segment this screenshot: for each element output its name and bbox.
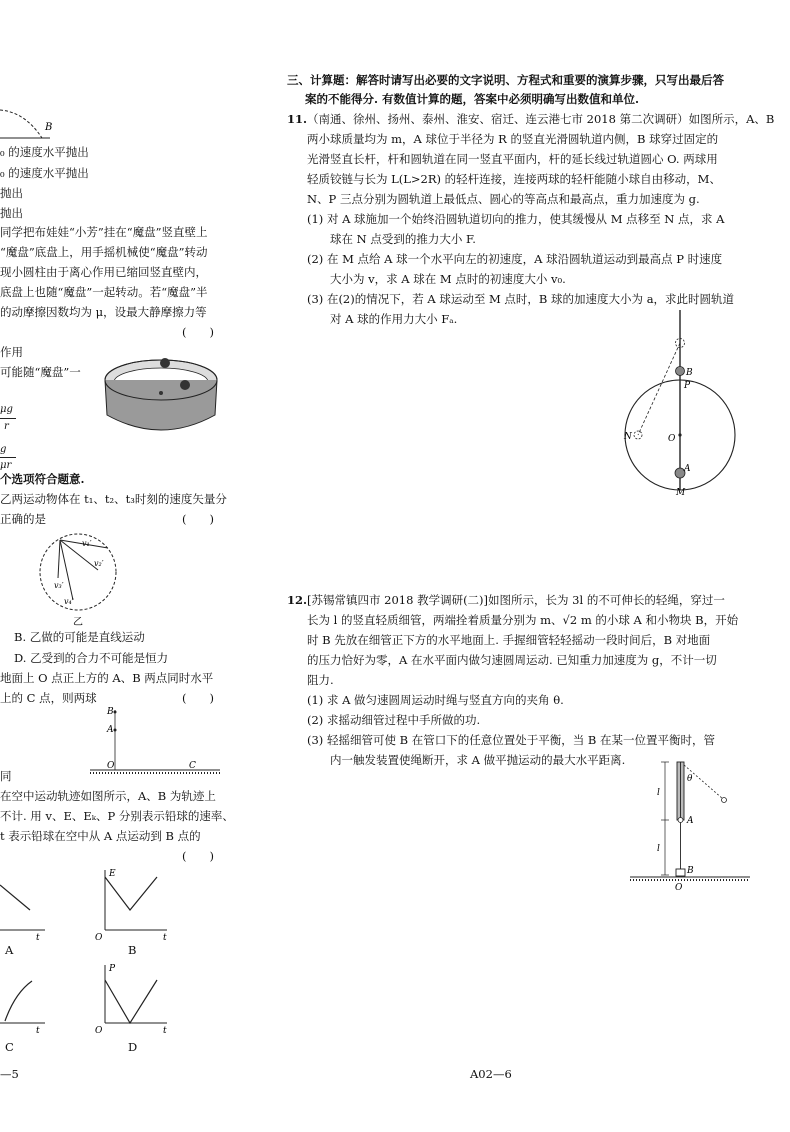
fraction-bottom: μr	[0, 460, 12, 471]
page-number-right: A02—6	[470, 1067, 512, 1081]
left-line: 作用	[0, 345, 23, 359]
q12-tube-figure	[625, 757, 755, 897]
svg-text:O: O	[668, 434, 676, 444]
left-line: “魔盘”底盘上，用手摇机械使“魔盘”转动	[0, 245, 208, 259]
q11-circle-figure	[620, 305, 760, 505]
points-figure	[85, 700, 225, 780]
svg-text:乙: 乙	[73, 617, 83, 628]
sub-question: 大小为 v，求 A 球在 M 点时的初速度大小 v₀.	[330, 272, 566, 286]
velocity-circle-figure	[38, 530, 128, 630]
option-d: D. 乙受到的合力不可能是恒力	[14, 651, 169, 665]
svg-text:B: B	[107, 707, 114, 717]
left-line: 的动摩擦因数均为 μ，设最大静摩擦力等	[0, 305, 207, 319]
projectile-arc-figure	[0, 100, 60, 140]
svg-text:O: O	[675, 883, 683, 893]
answer-bracket: ( )	[182, 691, 214, 705]
sub-question: 对 A 球的作用力大小 Fₐ.	[330, 312, 458, 326]
question-text: （南通、徐州、扬州、泰州、淮安、宿迁、连云港七市 2018 第二次调研）如图所示，A、B	[307, 112, 775, 126]
graph-label: A	[5, 943, 14, 957]
svg-text:B: B	[686, 368, 693, 378]
svg-text:t: t	[163, 933, 167, 943]
left-line: 个选项符合题意.	[0, 472, 85, 486]
left-line: 在空中运动轨迹如图所示，A、B 为轨迹上	[0, 789, 216, 803]
answer-bracket: ( )	[182, 325, 214, 339]
page-number-left: —5	[0, 1067, 19, 1081]
sub-question: 内一触发装置使绳断开，求 A 做平抛运动的最大水平距离.	[330, 753, 626, 767]
left-line: 同	[0, 769, 12, 783]
sub-question: (3) 在(2)的情况下，若 A 球运动至 M 点时，B 球的加速度大小为 a，求此时圆轨道	[307, 292, 735, 306]
svg-text:O: O	[107, 761, 115, 771]
graph-label: D	[128, 1040, 138, 1054]
question-text: 长为 l 的竖直轻质细管，两端拴着质量分别为 m、√2 m 的小球 A 和小物块 B，开始	[307, 613, 739, 627]
left-line: 现小圆柱由于离心作用已缩回竖直壁内，	[0, 265, 207, 279]
svg-text:l: l	[657, 844, 660, 854]
arc-label-b: B	[45, 122, 53, 133]
left-line: ₀ 的速度水平抛出	[0, 166, 89, 180]
fraction-bar	[0, 457, 16, 458]
left-line: 不计. 用 v、E、Eₖ、P 分别表示铅球的速率、	[0, 809, 234, 823]
svg-text:E: E	[109, 869, 116, 879]
graph-label: C	[5, 1040, 14, 1054]
fraction-bar	[0, 418, 16, 419]
answer-bracket: ( )	[182, 849, 214, 863]
svg-text:A: A	[687, 816, 694, 826]
svg-text:O: O	[95, 933, 103, 943]
question-text: 两小球质量均为 m，A 球位于半径为 R 的竖直光滑圆轨道内侧，B 球穿过固定的	[307, 132, 719, 146]
left-line: 正确的是	[0, 512, 46, 526]
svg-text:v₂′: v₂′	[94, 559, 104, 568]
sub-question: (1) 求 A 做匀速圆周运动时绳与竖直方向的夹角 θ.	[307, 693, 564, 707]
left-line: 抛出	[0, 206, 23, 220]
answer-bracket: ( )	[182, 512, 214, 526]
section-title: 三、计算题：解答时请写出必要的文字说明、方程式和重要的演算步骤，只写出最后答	[287, 73, 724, 87]
left-line: ₀ 的速度水平抛出	[0, 145, 89, 159]
question-text: N、P 三点分别为圆轨道上最低点、圆心的等高点和最高点，重力加速度为 g.	[307, 192, 700, 206]
svg-text:C: C	[189, 761, 196, 771]
left-line: t 表示铅球在空中从 A 点运动到 B 点的	[0, 829, 201, 843]
svg-text:l: l	[657, 788, 660, 798]
question-text: 时 B 先放在细管正下方的水平地面上. 手握细管轻轻摇动一段时间后，B 对地面	[307, 633, 711, 647]
left-line: 可能随“魔盘”一	[0, 365, 81, 379]
fraction-bottom: r	[4, 421, 9, 432]
magic-disc-figure	[103, 355, 223, 445]
graph-a	[0, 870, 50, 943]
sub-question: (2) 求摇动细管过程中手所做的功.	[307, 713, 481, 727]
graph-c	[0, 963, 50, 1036]
sub-question: (2) 在 M 点给 A 球一个水平向左的初速度，A 球沿圆轨道运动到最高点 P 时速度	[307, 252, 723, 266]
svg-text:P: P	[684, 381, 691, 391]
svg-text:t: t	[36, 933, 40, 943]
section-title: 案的不能得分. 有数值计算的题，答案中必须明确写出数值和单位.	[305, 92, 640, 106]
svg-text:v₄′: v₄′	[64, 597, 74, 606]
left-line: 乙两运动物体在 t₁、t₂、t₃时刻的速度矢量分	[0, 492, 227, 506]
svg-text:M: M	[676, 488, 686, 498]
svg-text:P: P	[109, 964, 116, 974]
left-line: 同学把布娃娃“小芳”挂在“魔盘”竖直壁上	[0, 225, 208, 239]
question-text: 阻力.	[307, 673, 334, 687]
fraction-top: μg	[0, 404, 13, 415]
svg-text:O: O	[95, 1026, 103, 1036]
fraction-top: g	[0, 444, 7, 455]
svg-text:A: A	[684, 464, 691, 474]
graph-b	[95, 865, 175, 943]
left-line: 底盘上也随“魔盘”一起转动。若“魔盘”半	[0, 285, 208, 299]
svg-text:θ: θ	[687, 774, 693, 784]
svg-text:v₁′: v₁′	[82, 539, 92, 548]
sub-question: (1) 对 A 球施加一个始终沿圆轨道切向的推力，使其缓慢从 M 点移至 N 点，求 A	[307, 212, 725, 226]
svg-text:A: A	[107, 725, 114, 735]
graph-d	[95, 960, 175, 1035]
left-line: 上的 C 点，则两球	[0, 691, 97, 705]
option-b: B. 乙做的可能是直线运动	[14, 630, 145, 644]
svg-text:t: t	[36, 1026, 40, 1036]
svg-text:v₃′: v₃′	[54, 581, 64, 590]
question-text: 轻质铰链与长为 L(L>2R) 的轻杆连接，连接两球的轻杆能随小球自由移动，M、	[307, 172, 721, 186]
question-text: [苏锡常镇四市 2018 教学调研(二)]如图所示，长为 3l 的不可伸长的轻绳，穿过一	[307, 593, 725, 607]
sub-question: 球在 N 点受到的推力大小 F.	[330, 232, 476, 246]
svg-text:t: t	[163, 1026, 167, 1036]
svg-text:N: N	[624, 432, 632, 442]
left-line: 地面上 O 点正上方的 A、B 两点同时水平	[0, 671, 214, 685]
question-text: 光滑竖直长杆，杆和圆轨道在同一竖直平面内，杆的延长线过轨道圆心 O. 两球用	[307, 152, 718, 166]
svg-text:B: B	[687, 866, 694, 876]
question-number: 12.	[287, 593, 308, 607]
question-number: 11.	[287, 112, 308, 126]
question-text: 的压力恰好为零，A 在水平面内做匀速圆周运动. 已知重力加速度为 g，不计一切	[307, 653, 717, 667]
left-line: 抛出	[0, 186, 23, 200]
sub-question: (3) 轻摇细管可使 B 在管口下的任意位置处于平衡，当 B 在某一位置平衡时，管	[307, 733, 715, 747]
graph-label: B	[128, 943, 137, 957]
